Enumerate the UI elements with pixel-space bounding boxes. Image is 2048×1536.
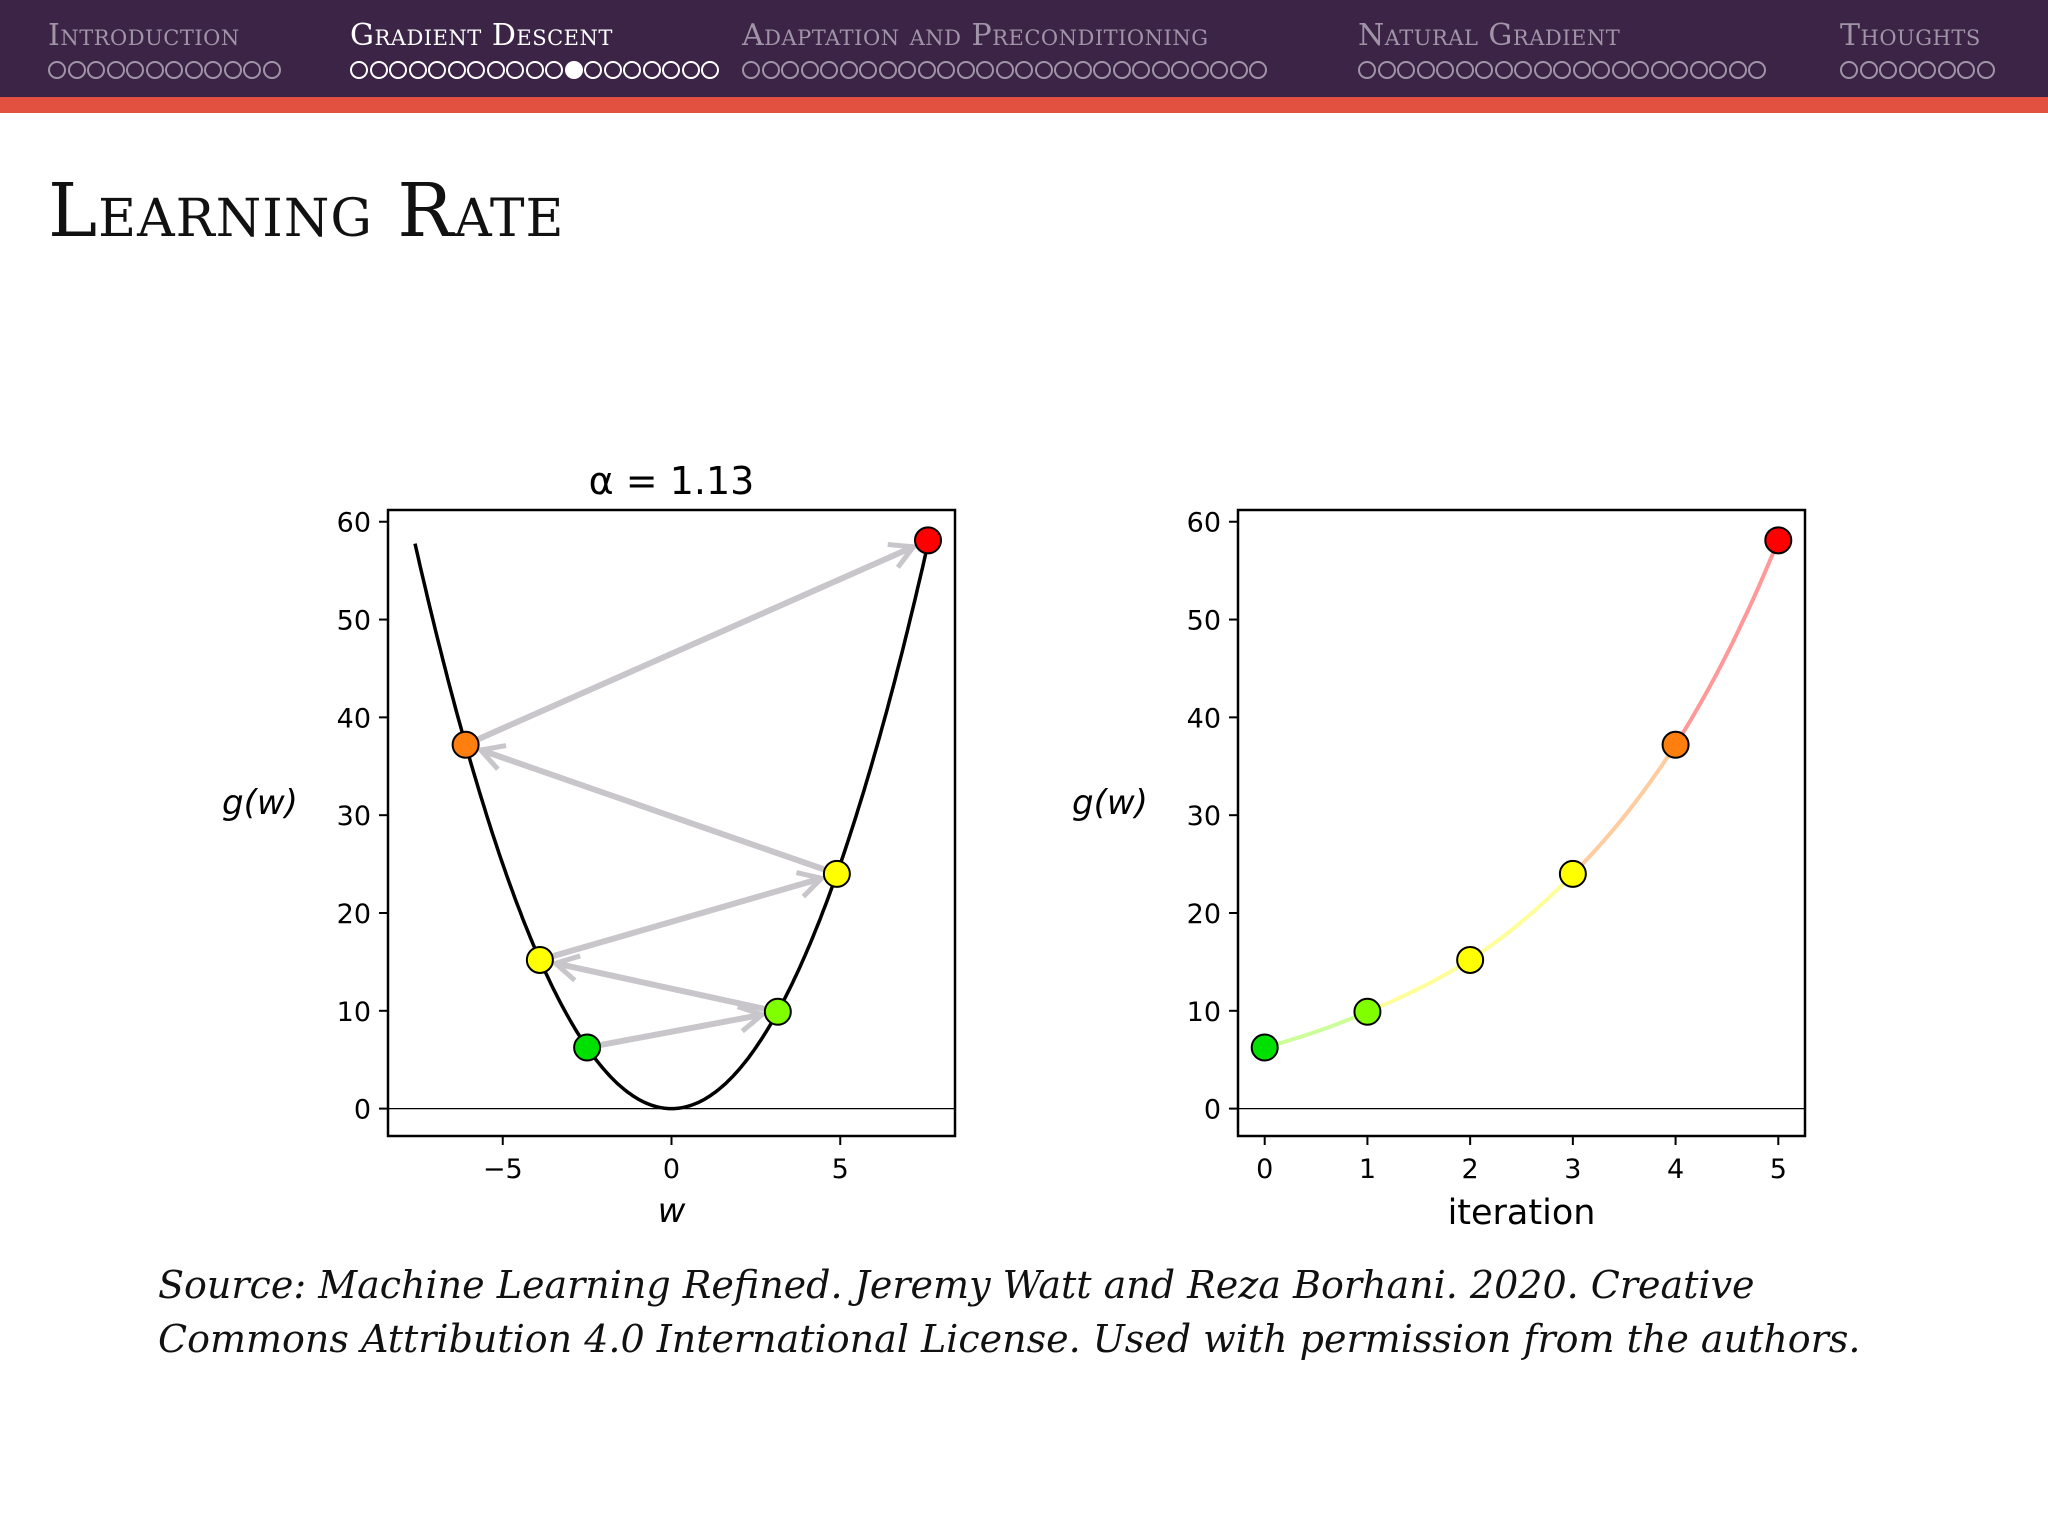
nav-section-label[interactable]: Natural Gradient	[1358, 18, 1621, 53]
y-tick-label: 40	[336, 703, 371, 735]
nav-progress-dot[interactable]	[1938, 61, 1956, 79]
x-tick-label: 3	[1564, 1154, 1582, 1185]
y-tick-label: 30	[336, 801, 371, 833]
y-tick-label: 20	[1186, 898, 1221, 930]
nav-progress-dot[interactable]	[428, 61, 446, 79]
step-arrow	[478, 547, 913, 739]
nav-progress-dot[interactable]	[526, 61, 544, 79]
nav-progress-dot[interactable]	[604, 61, 622, 79]
x-tick-label: 2	[1461, 1154, 1479, 1185]
nav-progress-dot[interactable]	[1612, 61, 1630, 79]
nav-progress-dot[interactable]	[1651, 61, 1669, 79]
nav-progress-dot[interactable]	[350, 61, 368, 79]
plot-frame	[388, 510, 955, 1136]
history-point	[1354, 999, 1380, 1025]
y-tick-label: 40	[1186, 703, 1221, 735]
nav-section-label[interactable]: Adaptation and Preconditioning	[742, 18, 1209, 53]
nav-progress-dot[interactable]	[898, 61, 916, 79]
nav-progress-dot[interactable]	[107, 61, 125, 79]
x-tick-label: 5	[831, 1154, 849, 1185]
nav-section-thoughts[interactable]	[1840, 18, 1996, 79]
nav-progress-dot[interactable]	[1860, 61, 1878, 79]
step-point	[824, 861, 850, 887]
nav-progress-dot[interactable]	[996, 61, 1014, 79]
nav-progress-dot[interactable]	[1210, 61, 1228, 79]
nav-progress-dot[interactable]	[781, 61, 799, 79]
nav-section-progress-dots	[1358, 61, 1768, 79]
nav-progress-dot[interactable]	[840, 61, 858, 79]
nav-progress-dot[interactable]	[859, 61, 877, 79]
nav-progress-dot[interactable]	[146, 61, 164, 79]
nav-progress-dot[interactable]	[48, 61, 66, 79]
nav-progress-dot[interactable]	[1191, 61, 1209, 79]
nav-progress-dot[interactable]	[126, 61, 144, 79]
nav-progress-dot[interactable]	[1456, 61, 1474, 79]
step-point	[765, 999, 791, 1025]
accent-bar	[0, 97, 2048, 113]
y-tick-label: 60	[1186, 507, 1221, 539]
step-point	[527, 947, 553, 973]
nav-progress-dot[interactable]	[1378, 61, 1396, 79]
nav-progress-dot[interactable]	[1035, 61, 1053, 79]
nav-progress-dot[interactable]	[467, 61, 485, 79]
cost-curve	[415, 544, 928, 1109]
nav-progress-dot[interactable]	[545, 61, 563, 79]
nav-progress-dot[interactable]	[643, 61, 661, 79]
y-tick-label: 20	[336, 898, 371, 930]
nav-progress-dot[interactable]	[565, 61, 583, 79]
history-line-segment	[1676, 540, 1779, 745]
nav-progress-dot[interactable]	[1840, 61, 1858, 79]
nav-progress-dot[interactable]	[1592, 61, 1610, 79]
x-tick-label: 0	[662, 1154, 681, 1185]
nav-section-natural-gradient[interactable]	[1358, 18, 1768, 79]
nav-progress-dot[interactable]	[1093, 61, 1111, 79]
y-axis-label: g(w)	[1072, 783, 1148, 823]
nav-section-progress-dots	[742, 61, 1269, 79]
nav-progress-dot[interactable]	[1171, 61, 1189, 79]
cost-function-plot	[222, 459, 955, 1231]
nav-section-adaptation-and-preconditioning[interactable]	[742, 18, 1269, 79]
nav-progress-dot[interactable]	[1918, 61, 1936, 79]
history-line-segment	[1470, 874, 1573, 960]
nav-progress-dot[interactable]	[801, 61, 819, 79]
nav-progress-dot[interactable]	[820, 61, 838, 79]
nav-progress-dot[interactable]	[1534, 61, 1552, 79]
nav-progress-dot[interactable]	[1113, 61, 1131, 79]
step-point	[915, 527, 941, 553]
nav-progress-dot[interactable]	[409, 61, 427, 79]
nav-progress-dot[interactable]	[1670, 61, 1688, 79]
nav-section-label[interactable]: Introduction	[48, 18, 240, 53]
nav-progress-dot[interactable]	[370, 61, 388, 79]
step-arrow	[556, 963, 765, 1008]
nav-progress-dot[interactable]	[506, 61, 524, 79]
nav-progress-dot[interactable]	[1729, 61, 1747, 79]
nav-progress-dot[interactable]	[389, 61, 407, 79]
nav-progress-dot[interactable]	[742, 61, 760, 79]
y-tick-label: 60	[336, 507, 371, 539]
nav-progress-dot[interactable]	[957, 61, 975, 79]
step-arrow	[553, 878, 821, 956]
nav-progress-dot[interactable]	[224, 61, 242, 79]
x-axis-label: iteration	[1447, 1193, 1596, 1233]
nav-progress-dot[interactable]	[1358, 61, 1376, 79]
slide-title: Learning Rate	[48, 168, 565, 254]
y-tick-label: 50	[1186, 605, 1221, 637]
nav-progress-dot[interactable]	[1417, 61, 1435, 79]
history-line-segment	[1367, 960, 1470, 1012]
nav-progress-dot[interactable]	[1553, 61, 1571, 79]
nav-progress-dot[interactable]	[1957, 61, 1975, 79]
nav-progress-dot[interactable]	[1514, 61, 1532, 79]
nav-section-progress-dots	[1840, 61, 1996, 79]
nav-progress-dot[interactable]	[976, 61, 994, 79]
nav-progress-dot[interactable]	[1152, 61, 1170, 79]
nav-progress-dot[interactable]	[1495, 61, 1513, 79]
nav-progress-dot[interactable]	[1879, 61, 1897, 79]
nav-progress-dot[interactable]	[662, 61, 680, 79]
nav-progress-dot[interactable]	[185, 61, 203, 79]
nav-progress-dot[interactable]	[762, 61, 780, 79]
nav-progress-dot[interactable]	[1690, 61, 1708, 79]
nav-progress-dot[interactable]	[1475, 61, 1493, 79]
chart-title: α = 1.13	[588, 459, 755, 503]
nav-progress-dot[interactable]	[243, 61, 261, 79]
nav-progress-dot[interactable]	[487, 61, 505, 79]
y-axis-label: g(w)	[222, 783, 298, 823]
nav-progress-dot[interactable]	[682, 61, 700, 79]
nav-progress-dot[interactable]	[1748, 61, 1766, 79]
nav-progress-dot[interactable]	[1977, 61, 1995, 79]
nav-progress-dot[interactable]	[1709, 61, 1727, 79]
y-tick-label: 50	[336, 605, 371, 637]
nav-section-label[interactable]: Thoughts	[1840, 18, 1981, 53]
nav-progress-dot[interactable]	[918, 61, 936, 79]
nav-progress-dot[interactable]	[584, 61, 602, 79]
nav-section-gradient-descent[interactable]	[350, 18, 721, 79]
step-arrow	[481, 750, 824, 869]
nav-progress-dot[interactable]	[1573, 61, 1591, 79]
x-tick-label: 0	[1256, 1154, 1274, 1185]
step-point	[453, 732, 479, 758]
nav-progress-dot[interactable]	[1436, 61, 1454, 79]
nav-progress-dot[interactable]	[623, 61, 641, 79]
nav-progress-dot[interactable]	[937, 61, 955, 79]
history-point	[1663, 732, 1689, 758]
nav-progress-dot[interactable]	[1899, 61, 1917, 79]
y-tick-label: 10	[1186, 996, 1221, 1028]
y-tick-label: 0	[353, 1094, 371, 1126]
cost-history-plot	[1072, 508, 1805, 1233]
nav-progress-dot[interactable]	[87, 61, 105, 79]
source-citation: Source: Machine Learning Refined. Jeremy Watt and Reza Borhani. 2020. Creative Commons Attribution 4.0 International License. Used with permission from the authors.	[158, 1263, 1861, 1361]
gradient-descent-figure	[0, 440, 2048, 1260]
history-line-segment	[1573, 745, 1676, 874]
plot-frame	[1238, 510, 1805, 1136]
nav-progress-dot[interactable]	[165, 61, 183, 79]
nav-progress-dot[interactable]	[1132, 61, 1150, 79]
nav-progress-dot[interactable]	[1015, 61, 1033, 79]
nav-progress-dot[interactable]	[68, 61, 86, 79]
history-point	[1252, 1034, 1278, 1060]
nav-progress-dot[interactable]	[1397, 61, 1415, 79]
step-arrow	[601, 1015, 762, 1045]
nav-progress-dot[interactable]	[879, 61, 897, 79]
y-tick-label: 10	[336, 996, 371, 1028]
history-line-segment	[1265, 1012, 1368, 1048]
step-point	[574, 1034, 600, 1060]
nav-progress-dot[interactable]	[1230, 61, 1248, 79]
nav-section-introduction[interactable]	[48, 18, 282, 79]
x-tick-label: 5	[1769, 1154, 1787, 1185]
nav-progress-dot[interactable]	[204, 61, 222, 79]
x-axis-label: w	[657, 1191, 686, 1231]
x-tick-label: −5	[482, 1154, 523, 1185]
nav-progress-dot[interactable]	[1249, 61, 1267, 79]
nav-section-progress-dots	[48, 61, 282, 79]
y-tick-label: 30	[1186, 801, 1221, 833]
x-tick-label: 1	[1358, 1154, 1377, 1185]
history-point	[1765, 527, 1791, 553]
nav-section-label[interactable]: Gradient Descent	[350, 18, 613, 53]
history-point	[1457, 947, 1483, 973]
y-tick-label: 0	[1203, 1094, 1221, 1126]
nav-section-progress-dots	[350, 61, 721, 79]
nav-progress-dot[interactable]	[448, 61, 466, 79]
nav-progress-dot[interactable]	[701, 61, 719, 79]
x-tick-label: 4	[1666, 1154, 1685, 1185]
nav-progress-dot[interactable]	[1074, 61, 1092, 79]
history-point	[1560, 861, 1586, 887]
nav-progress-dot[interactable]	[263, 61, 281, 79]
nav-progress-dot[interactable]	[1631, 61, 1649, 79]
nav-progress-dot[interactable]	[1054, 61, 1072, 79]
